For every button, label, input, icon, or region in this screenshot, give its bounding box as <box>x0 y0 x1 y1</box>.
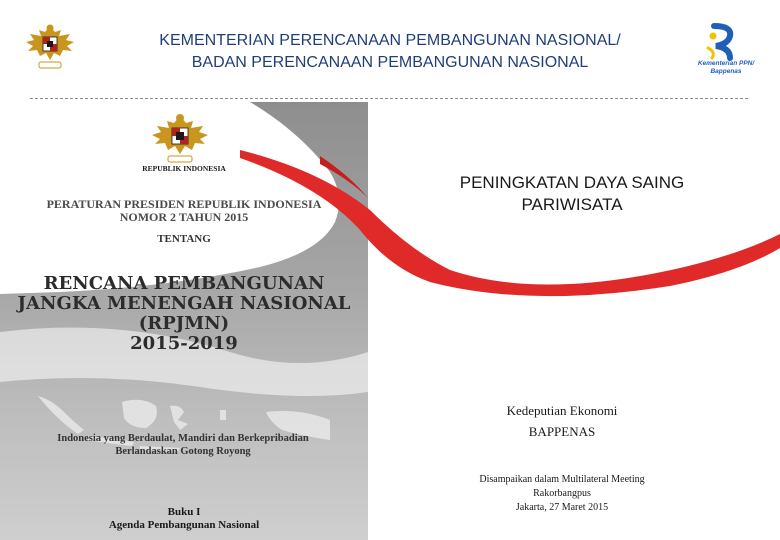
presented-at <box>440 473 684 515</box>
ministry-title-line2: BADAN PERENCANAAN PEMBANGUNAN NASIONAL <box>191 54 589 71</box>
bappenas-logo-text <box>680 60 772 76</box>
deputy-line1: Kedeputian Ekonomi <box>506 403 618 418</box>
cover-buku-line2: Agenda Pembangunan Nasional <box>108 519 260 531</box>
cover-tentang-label: TENTANG <box>157 233 211 245</box>
cover-republik-label: REPUBLIK INDONESIA <box>142 164 226 173</box>
cover-perpres-line1: PERATURAN PRESIDEN REPUBLIK INDONESIA <box>46 197 322 211</box>
cover-perpres-line2: NOMOR 2 TAHUN 2015 <box>119 210 249 224</box>
cover-garuda-emblem-icon <box>148 110 212 168</box>
cover-book-label <box>0 506 368 532</box>
ministry-title <box>120 30 660 74</box>
cover-title-line1: RENCANA PEMBANGUNAN <box>43 273 325 294</box>
deputy-line2: BAPPENAS <box>528 424 596 439</box>
cover-title-line4: 2015-2019 <box>130 333 238 354</box>
presentation-title-line2: PARIWISATA <box>521 195 623 214</box>
deputy-label <box>450 400 674 442</box>
cover-slogan-line2: Berlandaskan Gotong Royong <box>115 446 251 457</box>
cover-title-line3: (RPJMN) <box>138 313 230 334</box>
bappenas-logo-text-line2: Bappenas <box>710 68 742 75</box>
cover-slogan-line1: Indonesia yang Berdaulat, Mandiri dan Berkepribadian <box>57 433 309 444</box>
slide-header <box>0 0 780 98</box>
presented-line3: Jakarta, 27 Maret 2015 <box>515 502 609 513</box>
presented-line2: Rakorbangpus <box>533 488 591 499</box>
garuda-emblem-icon <box>22 20 78 74</box>
bappenas-logo-text-line1: Kementerian PPN/ <box>697 60 755 67</box>
cover-title-line2: JANGKA MENENGAH NASIONAL <box>17 293 351 314</box>
presented-line1: Disampaikan dalam Multilateral Meeting <box>479 474 645 485</box>
ministry-title-line1: KEMENTERIAN PERENCANAAN PEMBANGUNAN NASIONAL/ <box>159 32 621 49</box>
cover-slogan <box>18 432 348 458</box>
presentation-title <box>392 172 752 216</box>
header-divider <box>30 98 748 99</box>
presentation-title-line1: PENINGKATAN DAYA SAING <box>459 173 685 192</box>
cover-buku-line1: Buku I <box>167 506 201 518</box>
